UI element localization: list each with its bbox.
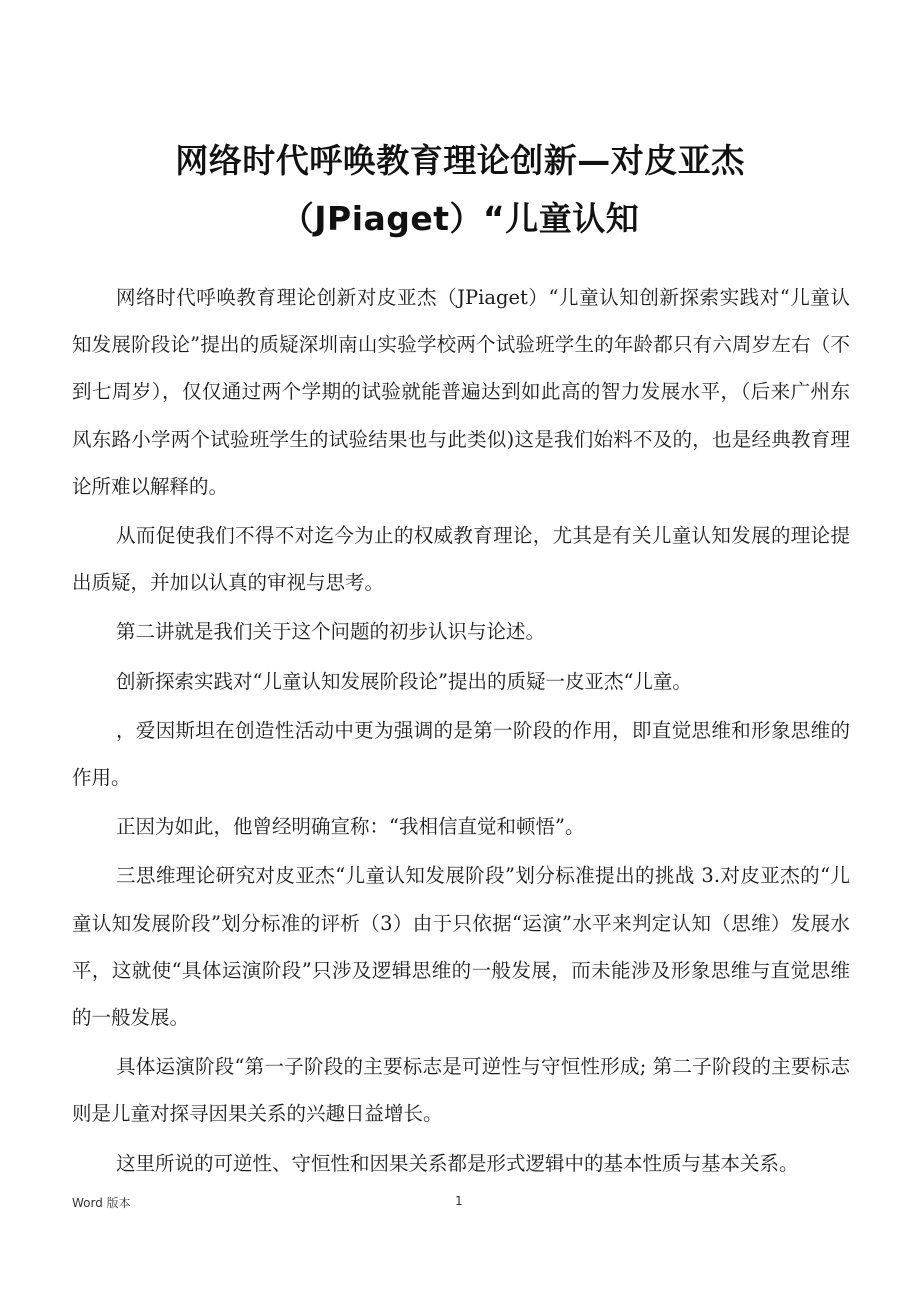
paragraph-1: 网络时代呼唤教育理论创新对皮亚杰（JPiaget）“儿童认知创新探索实践对“儿童认知发展阶段论”提出的质疑深圳南山实验学校两个试验班学生的年龄都只有六周岁左右（不到七周岁），仅仅通过两个学期的试验就能普遍达到如此高的智力发展水平，（后来广州东风东路小学两个试验班学生的试验结果也与此类似)这是我们始料不及的，也是经典教育理论所难以解释的。	[72, 286, 850, 498]
paragraph-7: 三思维理论研究对皮亚杰“儿童认知发展阶段”划分标准提出的挑战 3.对皮亚杰的“儿童认知发展阶段”划分标准的评析（3）由于只依据“运演”水平来判定认知（思维）发展水平，这就使“具体运演阶段”只涉及逻辑思维的一般发展，而未能涉及形象思维与直觉思维的一般发展。	[72, 864, 850, 1030]
document-title: 网络时代呼唤教育理论创新—对皮亚杰（JPiaget）“儿童认知	[175, 141, 745, 238]
paragraph-8: 具体运演阶段“第一子阶段的主要标志是可逆性与守恒性形成; 第二子阶段的主要标志则是儿童对探寻因果关系的兴趣日益增长。	[72, 1055, 850, 1126]
paragraph-6: 正因为如此，他曾经明确宣称：“我相信直觉和顿悟”。	[116, 815, 585, 839]
paragraph-5: ，爱因斯坦在创造性活动中更为强调的是第一阶段的作用，即直觉思维和形象思维的作用。	[72, 718, 850, 790]
paragraph-3: 第二讲就是我们关于这个问题的初步认识与论述。	[116, 620, 546, 644]
page-number: 1	[455, 1194, 463, 1208]
paragraph-2: 从而促使我们不得不对迄今为止的权威教育理论，尤其是有关儿童认知发展的理论提出质疑，并加以认真的审视与思考。	[72, 524, 850, 595]
paragraph-4: 创新探索实践对“儿童认知发展阶段论”提出的质疑一皮亚杰“儿童。	[116, 669, 692, 693]
footer-label: Word 版本	[72, 1196, 131, 1210]
paragraph-9: 这里所说的可逆性、守恒性和因果关系都是形式逻辑中的基本性质与基本关系。	[116, 1151, 799, 1175]
document-body	[72, 274, 850, 1189]
